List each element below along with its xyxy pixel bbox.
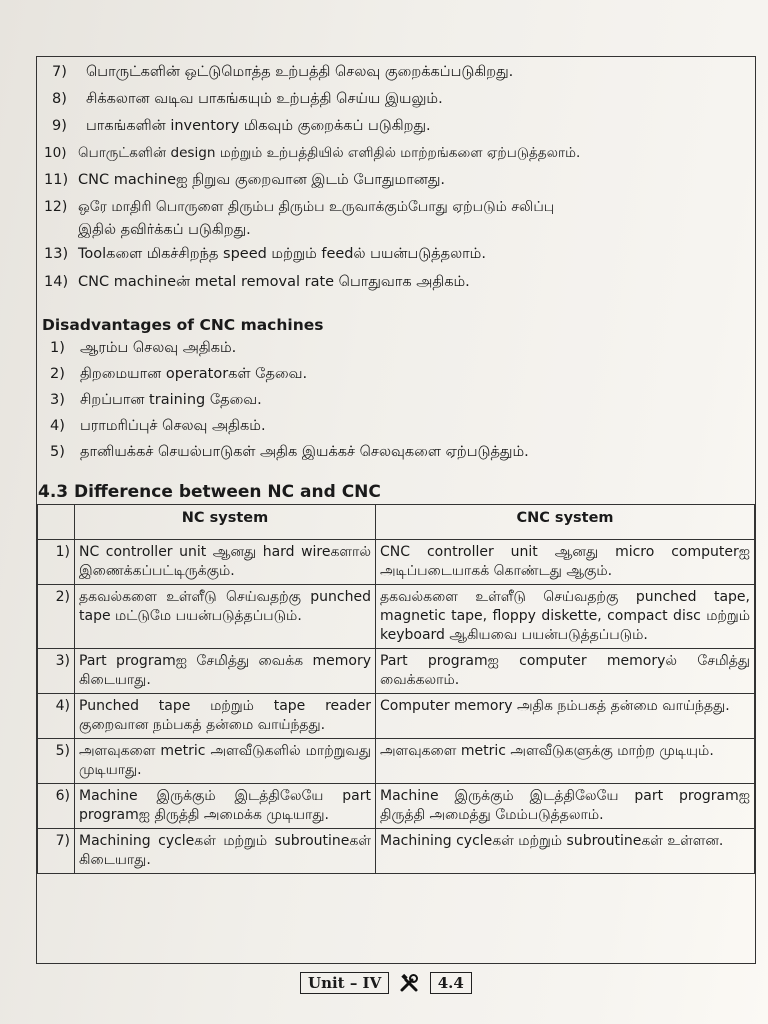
nc-cell: Part programஐ சேமித்து வைக்க memory கிடையாது.: [75, 649, 376, 694]
nc-cell: தகவல்களை உள்ளீடு செய்வதற்கு punched tape மட்டுமே பயன்படுத்தப்படும்.: [75, 585, 376, 649]
section-heading: Disadvantages of CNC machines: [42, 316, 324, 334]
table-row: [38, 649, 755, 694]
table-row: [38, 540, 755, 585]
row-number: 4): [38, 694, 75, 739]
cnc-cell: அளவுகளை metric அளவீடுகளுக்கு மாற்ற முடியும்.: [376, 739, 755, 784]
list-item: 1) ஆரம்ப செலவு அதிகம்.: [50, 340, 237, 356]
table-header-row: [38, 505, 755, 540]
table-row: [38, 784, 755, 829]
list-item: 12) ஒரே மாதிரி பொருளை திரும்ப திரும்ப உருவாக்கும்போது ஏற்படும் சலிப்பு: [44, 199, 555, 215]
table-row: [38, 694, 755, 739]
row-number: 1): [38, 540, 75, 585]
row-number: 5): [38, 739, 75, 784]
unit-label: Unit – IV: [300, 972, 389, 994]
page-footer: [300, 972, 472, 996]
table-row: [38, 585, 755, 649]
list-item: 10) பொருட்களின் design மற்றும் உற்பத்தியில் எளிதில் மாற்றங்களை ஏற்படுத்தலாம்.: [44, 145, 581, 161]
header-cell-cnc: CNC system: [376, 505, 755, 540]
nc-cell: Punched tape மற்றும் tape reader குறைவான நம்பகத் தன்மை வாய்ந்தது.: [75, 694, 376, 739]
row-number: 6): [38, 784, 75, 829]
cnc-cell: CNC controller unit ஆனது micro computerஐ அடிப்படையாகக் கொண்டது ஆகும்.: [376, 540, 755, 585]
list-item: 9) பாகங்களின் inventory மிகவும் குறைக்கப் படுகிறது.: [52, 118, 431, 134]
comparison-table: [37, 504, 755, 874]
list-item-continuation: இதில் தவிர்க்கப் படுகிறது.: [78, 222, 251, 238]
list-item: 3) சிறப்பான training தேவை.: [50, 392, 262, 408]
list-item: 14) CNC machineன் metal removal rate பொதுவாக அதிகம்.: [44, 274, 470, 290]
list-item: 5) தானியக்கச் செயல்பாடுகள் அதிக இயக்கச் செலவுகளை ஏற்படுத்தும்.: [50, 444, 529, 460]
table-row: [38, 829, 755, 874]
header-cell-nc: NC system: [75, 505, 376, 540]
nc-cell: Machine இருக்கும் இடத்திலேயே part programஐ திருத்தி அமைக்க முடியாது.: [75, 784, 376, 829]
list-item: 11) CNC machineஐ நிறுவ குறைவான இடம் போதுமானது.: [44, 172, 446, 188]
cnc-cell: Machine இருக்கும் இடத்திலேயே part programஐ திருத்தி அமைத்து மேம்படுத்தலாம்.: [376, 784, 755, 829]
cnc-cell: Computer memory அதிக நம்பகத் தன்மை வாய்ந்தது.: [376, 694, 755, 739]
row-number: 2): [38, 585, 75, 649]
nc-cell: NC controller unit ஆனது hard wireகளால் இணைக்கப்பட்டிருக்கும்.: [75, 540, 376, 585]
list-item: 7) பொருட்களின் ஒட்டுமொத்த உற்பத்தி செலவு குறைக்கப்படுகிறது.: [52, 64, 514, 80]
list-item: 8) சிக்கலான வடிவ பாகங்கயும் உற்பத்தி செய்ய இயலும்.: [52, 91, 443, 107]
list-item: 13) Toolகளை மிகச்சிறந்த speed மற்றும் feedல் பயன்படுத்தலாம்.: [44, 246, 486, 262]
row-number: 3): [38, 649, 75, 694]
cnc-cell: தகவல்களை உள்ளீடு செய்வதற்கு punched tape, magnetic tape, floppy diskette, compact disc மற்றும் keyboard ஆகியவை பயன்படுத்தப்படும்.: [376, 585, 755, 649]
section-heading: 4.3 Difference between NC and CNC: [38, 482, 381, 502]
nc-cell: Machining cycleகள் மற்றும் subroutineகள் கிடையாது.: [75, 829, 376, 874]
header-cell: [38, 505, 75, 540]
nc-cell: அளவுகளை metric அளவீடுகளில் மாற்றுவது முடியாது.: [75, 739, 376, 784]
tools-icon: [398, 972, 420, 994]
list-item: 4) பராமரிப்புச் செலவு அதிகம்.: [50, 418, 266, 434]
row-number: 7): [38, 829, 75, 874]
page-number: 4.4: [430, 972, 472, 994]
table-row: [38, 739, 755, 784]
list-item: 2) திறமையான operatorகள் தேவை.: [50, 366, 308, 382]
cnc-cell: Machining cycleகள் மற்றும் subroutineகள் உள்ளன.: [376, 829, 755, 874]
cnc-cell: Part programஐ computer memoryல் சேமித்து வைக்கலாம்.: [376, 649, 755, 694]
